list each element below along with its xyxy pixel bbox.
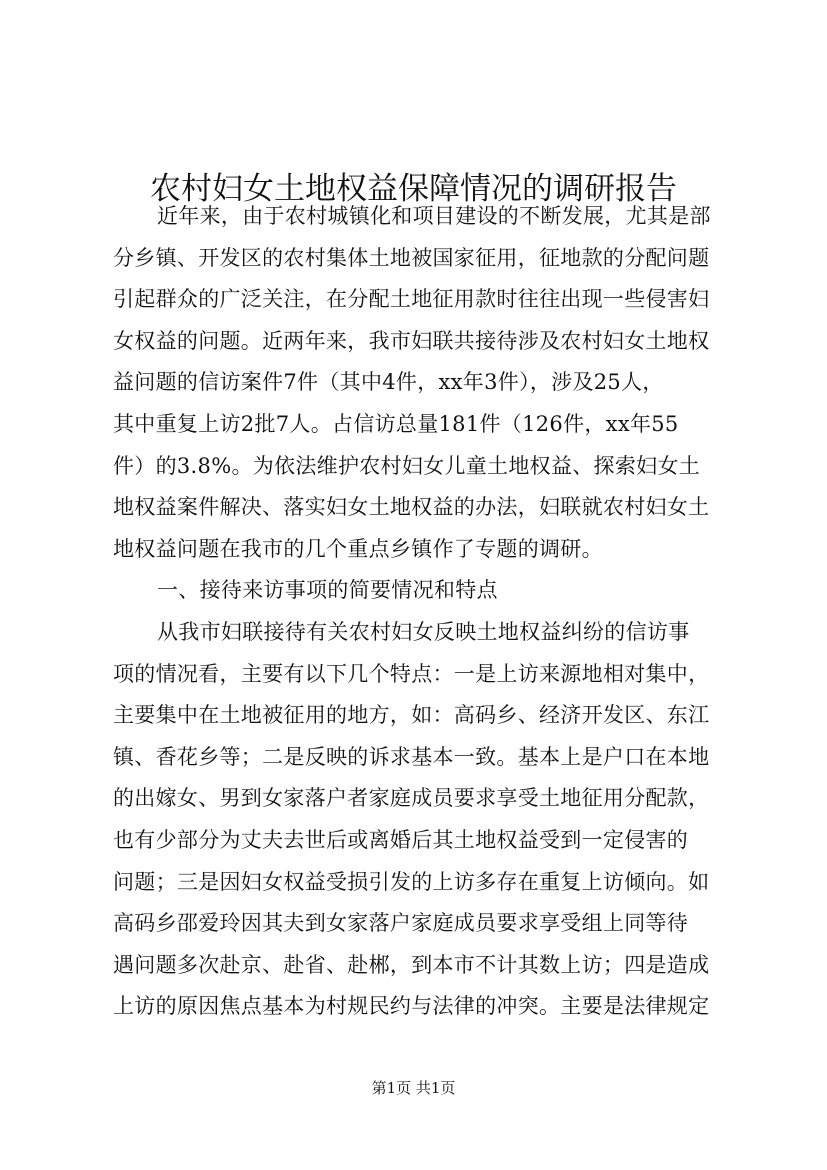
- paragraph-line: 近年来，由于农村城镇化和项目建设的不断发展，尤其是部: [157, 204, 711, 228]
- paragraph-line: 高码乡邵爱玲因其夫到女家落户家庭成员要求享受组上同等待: [113, 911, 689, 936]
- paragraph-line: 镇、香花乡等；二是反映的诉求基本一致。基本上是户口在本地: [113, 744, 710, 769]
- paragraph-line: 从我市妇联接待有关农村妇女反映土地权益纠纷的信访事: [157, 619, 690, 644]
- paragraph-line: 益问题的信访案件7件（其中4件，xx年3件），涉及25人，: [113, 370, 664, 395]
- document-body: [113, 196, 725, 1028]
- paragraph-line: 件）的3.8%。为依法维护农村妇女儿童土地权益、探索妇女土: [113, 453, 701, 478]
- paragraph-line: 引起群众的广泛关注，在分配土地征用款时往往出现一些侵害妇: [113, 287, 710, 312]
- paragraph-line: 其中重复上访2批7人。占信访总量181件（126件，xx年55: [113, 411, 679, 436]
- paragraph-line: 的出嫁女、男到女家落户者家庭成员要求享受土地征用分配款，: [113, 786, 710, 811]
- page-footer: 第1页 共1页: [371, 1079, 456, 1097]
- section-heading: 一、接待来访事项的简要情况和特点: [157, 578, 498, 603]
- paragraph-line: 问题；三是因妇女权益受损引发的上访多存在重复上访倾向。如: [113, 869, 710, 894]
- paragraph-line: 项的情况看，主要有以下几个特点：一是上访来源地相对集中，: [113, 661, 710, 686]
- document-title: 农村妇女土地权益保障情况的调研报告: [150, 170, 677, 207]
- paragraph-line: 女权益的问题。近两年来，我市妇联共接待涉及农村妇女土地权: [113, 328, 710, 353]
- paragraph-line: 地权益问题在我市的几个重点乡镇作了专题的调研。: [113, 536, 603, 561]
- paragraph-line: 主要集中在土地被征用的地方，如：高码乡、经济开发区、东江: [113, 703, 710, 728]
- paragraph-line: 分乡镇、开发区的农村集体土地被国家征用，征地款的分配问题: [113, 245, 710, 270]
- paragraph-line: 也有少部分为丈夫去世后或离婚后其土地权益受到一定侵害的: [113, 827, 689, 852]
- paragraph-line: 地权益案件解决、落实妇女土地权益的办法，妇联就农村妇女土: [113, 495, 710, 520]
- paragraph-line: 遇问题多次赴京、赴省、赴郴，到本市不计其数上访；四是造成: [113, 952, 710, 977]
- paragraph-line: 上访的原因焦点基本为村规民约与法律的冲突。主要是法律规定: [113, 994, 710, 1019]
